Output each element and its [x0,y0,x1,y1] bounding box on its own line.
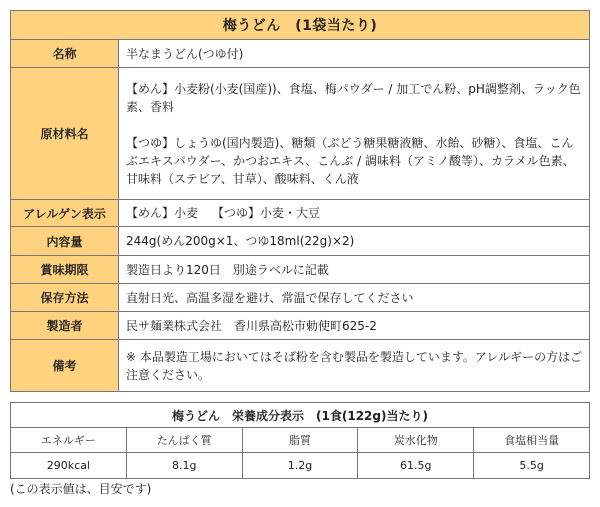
footnote: (この表示値は、目安です) [10,482,152,496]
value-ingredients [119,68,590,200]
value-best-before: 製造日より120日 別途ラベルに記載 [119,256,590,284]
row-best-before [11,256,590,284]
header-salt: 食塩相当量 [474,428,590,453]
nutrition-title: 梅うどん 栄養成分表示 (1食(122g)当たり) [11,403,590,428]
header-energy: エネルギー [11,428,127,453]
value-remarks: ※ 本品製造工場においてはそば粉を含む製品を製造しています。アレルギーの方はご注意ください。 [119,340,590,392]
nutrition-value-row [11,453,590,479]
value-name: 半なまうどん(つゆ付) [119,40,590,68]
product-info-table [10,10,590,392]
value-contents: 244g(めん200g×1、つゆ18ml(22g)×2) [119,227,590,256]
nutrition-table [10,402,590,479]
label-contents: 内容量 [11,227,119,256]
label-remarks: 備考 [11,340,119,392]
label-name: 名称 [11,40,119,68]
header-carbohydrate: 炭水化物 [358,428,474,453]
allergens-soup: 【つゆ】小麦・大豆 [212,206,321,220]
value-manufacturer: 民サ麺業株式会社 香川県高松市勅使町625-2 [119,312,590,340]
row-contents [11,227,590,256]
label-best-before: 賞味期限 [11,256,119,284]
label-manufacturer: 製造者 [11,312,119,340]
label-ingredients: 原材料名 [11,68,119,200]
header-fat: 脂質 [242,428,358,453]
product-title: 梅うどん (1袋当たり) [11,11,590,40]
value-energy: 290kcal [11,453,127,479]
value-salt: 5.5g [474,453,590,479]
value-protein: 8.1g [126,453,242,479]
label-storage: 保存方法 [11,284,119,312]
ingredients-noodles: 【めん】小麦粉(小麦(国産))、食塩、梅パウダー / 加工でん粉、pH調整剤、ラック色素、香料 [126,81,581,114]
label-allergens: アレルゲン表示 [11,200,119,227]
row-storage [11,284,590,312]
value-carbohydrate: 61.5g [358,453,474,479]
ingredients-soup: 【つゆ】しょうゆ(国内製造)、糖類（ぶどう糖果糖液糖、水飴、砂糖）、食塩、こんぶエキスパウダー、かつおエキス、こんぶ / 調味料（アミノ酸等）、カラメル色素、甘味料（ステビア、甘草）、酸味料、くん液 [126,135,575,186]
value-fat: 1.2g [242,453,358,479]
value-storage: 直射日光、高温多湿を避け、常温で保存してください [119,284,590,312]
row-ingredients [11,68,590,200]
row-remarks [11,340,590,392]
row-allergens [11,200,590,227]
row-name [11,40,590,68]
row-manufacturer [11,312,590,340]
allergens-noodles: 【めん】小麦 [126,206,199,220]
header-protein: たんぱく質 [126,428,242,453]
value-allergens [119,200,590,227]
nutrition-header-row [11,428,590,453]
